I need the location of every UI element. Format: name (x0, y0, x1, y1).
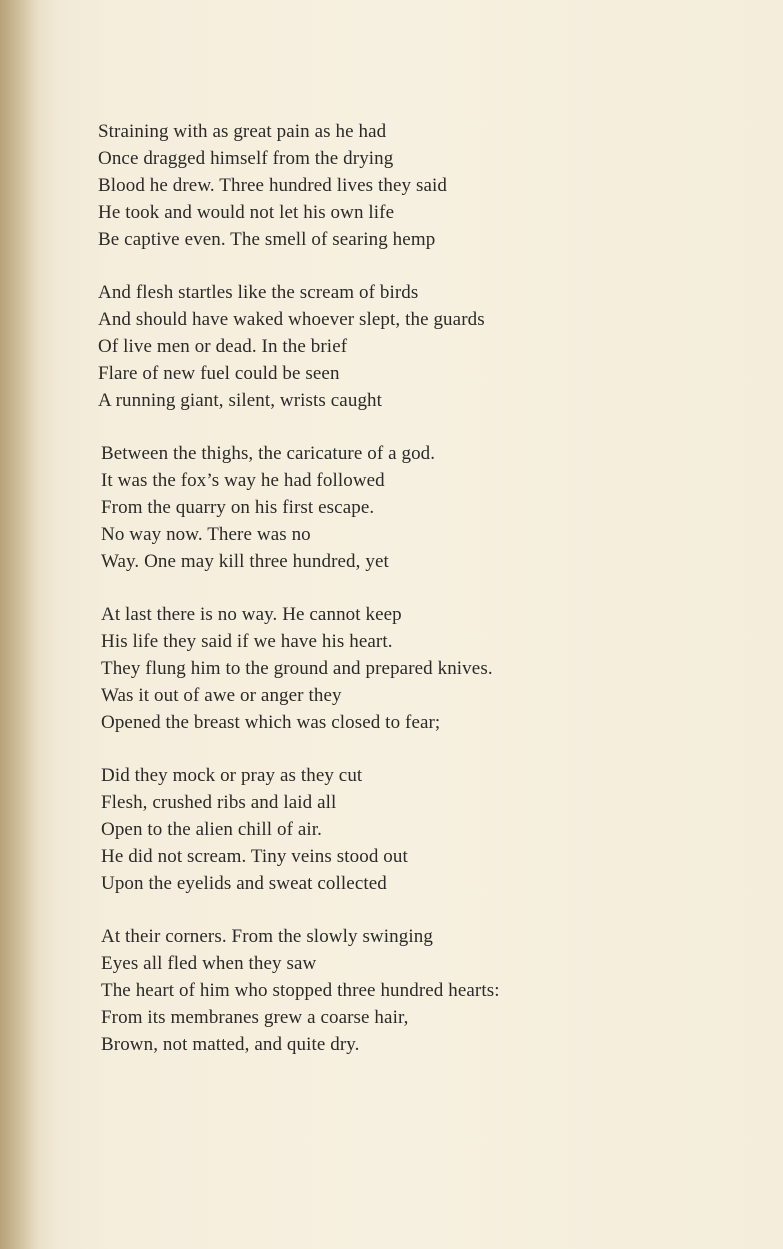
poem-line: Once dragged himself from the drying (98, 148, 394, 169)
poem-line: From its membranes grew a coarse hair, (101, 1007, 409, 1028)
poem-line: The heart of him who stopped three hundred hearts: (101, 980, 500, 1001)
stanza-4 (98, 601, 768, 736)
poem-line: At last there is no way. He cannot keep (101, 604, 402, 625)
poem-line: From the quarry on his first escape. (101, 497, 375, 518)
poem-line: Was it out of awe or anger they (101, 685, 342, 706)
poem-line: And should have waked whoever slept, the guards (98, 309, 485, 330)
stanza-1 (98, 118, 768, 253)
poem-line: Blood he drew. Three hundred lives they said (98, 175, 447, 196)
poem-line: Upon the eyelids and sweat collected (101, 873, 387, 894)
stanza-5 (98, 762, 768, 897)
poem-line: They flung him to the ground and prepared knives. (101, 658, 493, 679)
poem-line: It was the fox’s way he had followed (101, 470, 385, 491)
poem-line: Be captive even. The smell of searing hemp (98, 229, 436, 250)
poem-line: Eyes all fled when they saw (101, 953, 317, 974)
stanza-2 (98, 279, 768, 414)
poem-text (98, 118, 768, 1084)
stanza-6 (98, 923, 768, 1058)
poem-line: Of live men or dead. In the brief (98, 336, 348, 357)
poem-line: He took and would not let his own life (98, 202, 395, 223)
poem-line: Opened the breast which was closed to fear; (101, 712, 441, 733)
poem-line: He did not scream. Tiny veins stood out (101, 846, 408, 867)
binding-gutter-shadow (0, 0, 40, 1249)
poem-line: Between the thighs, the caricature of a god. (101, 443, 436, 464)
stanza-3 (98, 440, 768, 575)
poem-line: And flesh startles like the scream of birds (98, 282, 419, 303)
poem-line: At their corners. From the slowly swinging (101, 926, 433, 947)
poem-line: Flesh, crushed ribs and laid all (101, 792, 337, 813)
poem-line: Straining with as great pain as he had (98, 121, 387, 142)
poem-line: Way. One may kill three hundred, yet (101, 551, 389, 572)
poem-line: Brown, not matted, and quite dry. (101, 1034, 360, 1055)
poem-line: Flare of new fuel could be seen (98, 363, 340, 384)
poem-line: Did they mock or pray as they cut (101, 765, 363, 786)
poem-line: A running giant, silent, wrists caught (98, 390, 383, 411)
poem-line: His life they said if we have his heart. (101, 631, 393, 652)
poem-line: No way now. There was no (101, 524, 311, 545)
poem-line: Open to the alien chill of air. (101, 819, 323, 840)
